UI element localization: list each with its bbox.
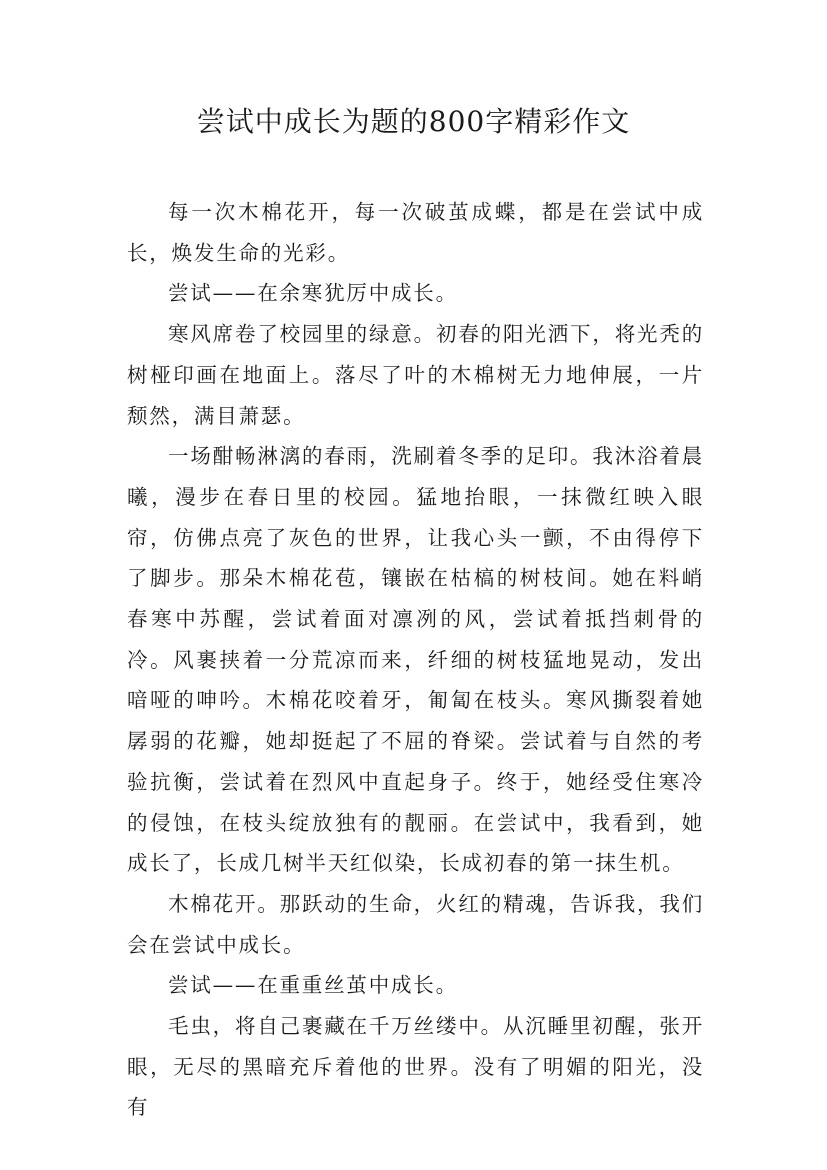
paragraph: 尝试——在余寒犹厉中成长。: [168, 281, 458, 306]
paragraph: 每一次木棉花开，每一次破茧成蝶，都是在尝试中成长，焕发生命的光彩。: [127, 200, 704, 265]
paragraph: 一场酣畅淋漓的春雨，洗刷着冬季的足印。我沐浴着晨曦，漫步在春日里的校园。猛地抬眼，一抹微红映入眼帘，仿佛点亮了灰色的世界，让我心头一颤，不由得停下了脚步。那朵木棉花苞，镶嵌在枯槁的树枝间。她在料峭春寒中苏醒，尝试着面对凛冽的风，尝试着抵挡刺骨的冷。风裹挟着一分荒凉而来，纤细的树枝猛地晃动，发出喑哑的呻吟。木棉花咬着牙，匍匐在枝头。寒风撕裂着她孱弱的花瓣，她却挺起了不屈的脊梁。尝试着与自然的考验抗衡，尝试着在烈风中直起身子。终于，她经受住寒冷的侵蚀，在枝头绽放独有的靓丽。在尝试中，我看到，她成长了，长成几树半天红似染，长成初春的第一抹生机。: [127, 444, 704, 876]
document-title: 尝试中成长为题的800字精彩作文: [196, 105, 631, 138]
paragraph: 木棉花开。那跃动的生命，火红的精魂，告诉我，我们会在尝试中成长。: [127, 891, 704, 957]
paragraph: 毛虫，将自己裹藏在千万丝缕中。从沉睡里初醒，张开眼，无尽的黑暗充斥着他的世界。没有了明媚的阳光，没有: [127, 1014, 704, 1120]
paragraph: 寒风席卷了校园里的绿意。初春的阳光洒下，将光秃的树桠印画在地面上。落尽了叶的木棉树无力地伸展，一片颓然，满目萧瑟。: [127, 322, 704, 428]
paragraph: 尝试——在重重丝茧中成长。: [168, 973, 458, 998]
document-body: [127, 192, 704, 1128]
